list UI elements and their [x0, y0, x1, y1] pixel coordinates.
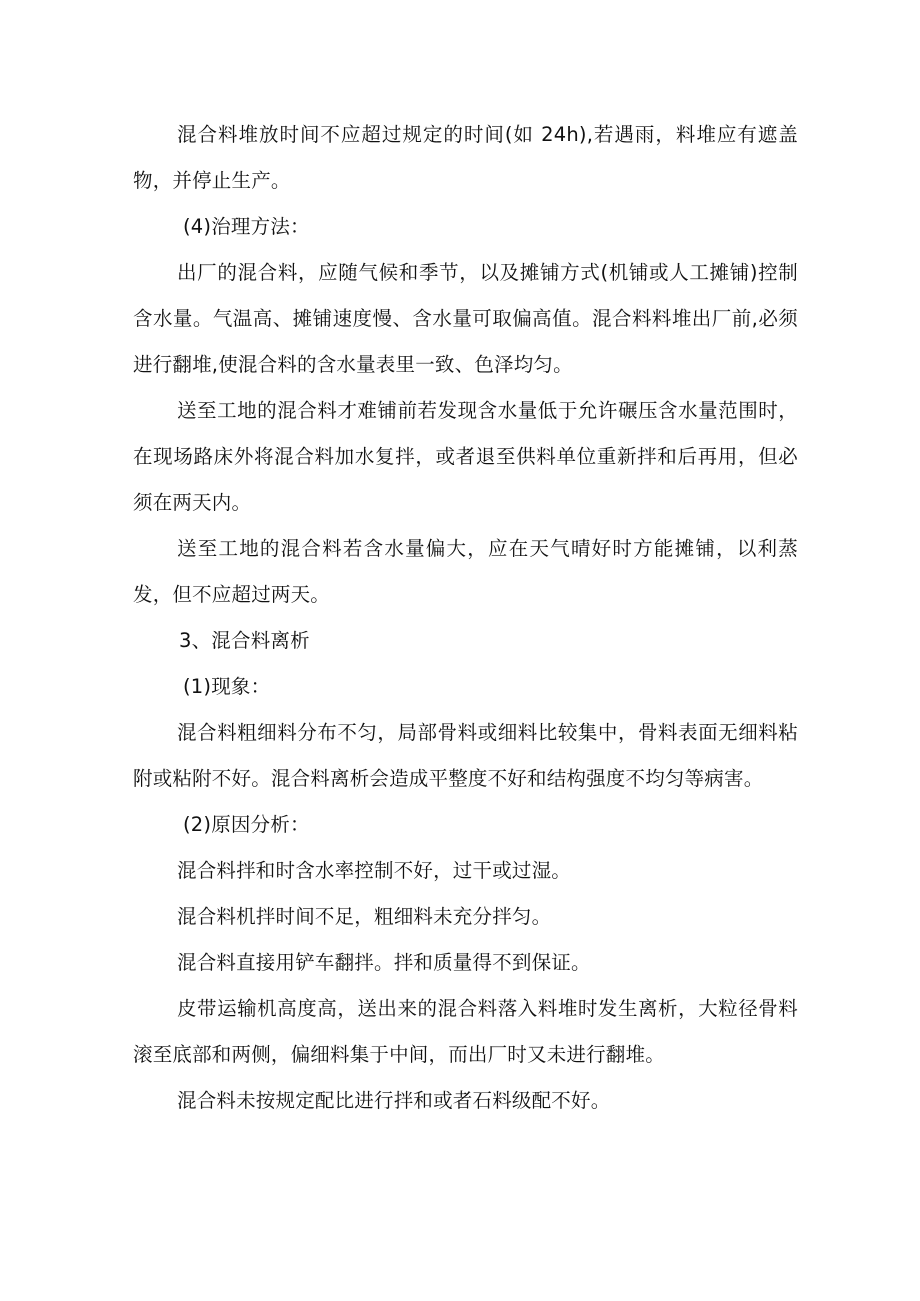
paragraph-treatment-heading: (4)治理方法：	[183, 215, 310, 238]
document-body	[133, 112, 798, 1124]
paragraph-low-moisture: 送至工地的混合料才难铺前若发现含水量低于允许碾压含水量范围时，在现场路床外将混合料加水复拌，或者退至供料单位重新拌和后再用，但必须在两天内。	[133, 399, 798, 514]
paragraph-storage-time: 混合料堆放时间不应超过规定的时间(如 24h),若遇雨，料堆应有遮盖物，并停止生产。	[133, 123, 798, 192]
section-heading-segregation: 3、混合料离析	[179, 629, 310, 652]
paragraph-phenomenon: 混合料粗细料分布不匀，局部骨料或细料比较集中，骨料表面无细料粘附或粘附不好。混合料离析会造成平整度不好和结构强度不均匀等病害。	[133, 721, 798, 790]
paragraph-cause-conveyor: 皮带运输机高度高，送出来的混合料落入料堆时发生离析，大粒径骨料滚至底部和两侧，偏细料集于中间，而出厂时又未进行翻堆。	[133, 997, 798, 1066]
paragraph-phenomenon-heading: (1)现象：	[183, 675, 271, 698]
paragraph-cause-proportion: 混合料未按规定配比进行拌和或者石料级配不好。	[177, 1089, 611, 1112]
paragraph-cause-moisture: 混合料拌和时含水率控制不好，过干或过湿。	[177, 859, 572, 882]
paragraph-cause-loader: 混合料直接用铲车翻拌。拌和质量得不到保证。	[177, 951, 591, 974]
paragraph-cause-mixing-time: 混合料机拌时间不足，粗细料未充分拌匀。	[177, 905, 552, 928]
paragraph-high-moisture: 送至工地的混合料若含水量偏大，应在天气晴好时方能摊铺，以利蒸发，但不应超过两天。	[133, 537, 798, 606]
paragraph-moisture-control: 出厂的混合料，应随气候和季节，以及摊铺方式(机铺或人工摊铺)控制含水量。气温高、摊铺速度慢、含水量可取偏高值。混合料料堆出厂前,必须进行翻堆,使混合料的含水量表里一致、色泽均匀。	[133, 261, 798, 376]
paragraph-cause-heading: (2)原因分析：	[183, 813, 310, 836]
